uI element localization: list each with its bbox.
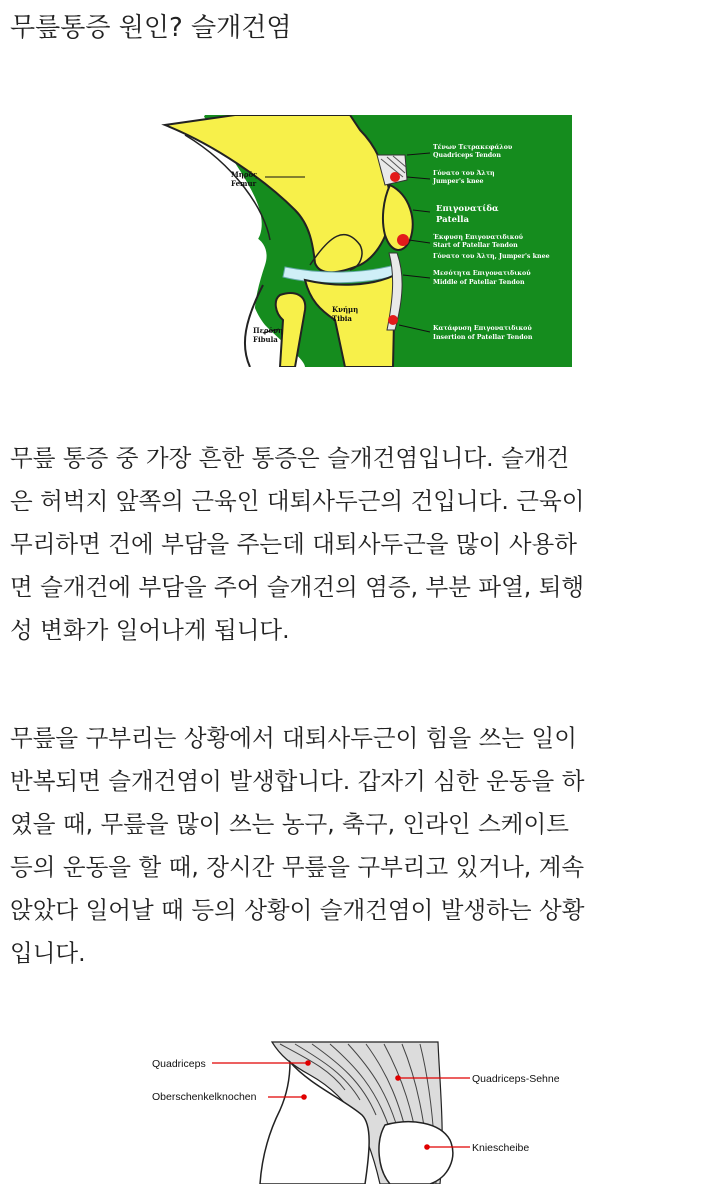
fibula-gr-label: Περόνη	[253, 326, 284, 335]
femur-label: Oberschenkelknochen	[152, 1091, 257, 1103]
start-gr-label: Έκφυση Επιγονατιδικού	[433, 234, 524, 241]
jumper-en-label: Jumper's knee	[433, 178, 484, 185]
tibia-en-label: Tibia	[332, 314, 352, 323]
knee-anatomy-diagram	[145, 115, 572, 367]
knee-diagram-german	[140, 1030, 580, 1184]
fibula-en-label: Fibula	[253, 335, 278, 344]
patella-gr-label: Επιγονατίδα	[436, 204, 499, 214]
femur-gr-label: Μηρός	[231, 170, 258, 179]
patella-en-label: Patella	[436, 215, 469, 225]
insertion-gr-label: Κατάφυση Επιγονατιδικού	[433, 325, 532, 332]
quadriceps-tendon-label: Quadriceps-Sehne	[472, 1073, 560, 1085]
middle-gr-label: Μεσότητα Επιγονατιδικού	[433, 270, 531, 277]
insertion-en-label: Insertion of Patellar Tendon	[433, 334, 533, 341]
patella-label: Kniescheibe	[472, 1142, 530, 1154]
middle-en-label: Middle of Patellar Tendon	[433, 279, 525, 286]
paragraph-1: 무릎 통증 중 가장 흔한 통증은 슬개건염입니다. 슬개건 은 허벅지 앞쪽의 근육인 대퇴사두근의 건입니다. 근육이 무리하면 건에 부담을 주는데 대퇴사두근을 많이 사용하 면 슬개건에 부담을 주어 슬개건의 염증, 부분 파열, 퇴행 성 변화가 일어나게 됩니다.	[10, 444, 585, 644]
start-en-label: Start of Patellar Tendon	[433, 242, 518, 249]
jumper-gr-label: Γόνατο του Άλτη	[433, 170, 495, 177]
quad-tendon-en-label: Quadriceps Tendon	[433, 152, 501, 159]
start-jk-label: Γόνατο του Άλτη, Jumper's knee	[433, 253, 550, 260]
quadriceps-label: Quadriceps	[152, 1058, 206, 1070]
tibia-gr-label: Κνήμη	[332, 305, 359, 314]
femur-en-label: Femur	[231, 179, 257, 188]
quad-tendon-gr-label: Τένων Τετρακεφάλου	[433, 144, 513, 151]
paragraph-2: 무릎을 구부리는 상황에서 대퇴사두근이 힘을 쓰는 일이 반복되면 슬개건염이 발생합니다. 갑자기 심한 운동을 하 였을 때, 무릎을 많이 쓰는 농구, 축구, 인라인 스케이트 등의 운동을 할 때, 장시간 무릎을 구부리고 있거나, 계속 앉았다 일어날 때 등의 상황이 슬개건염이 발생하는 상황 입니다.	[10, 724, 585, 967]
page-title: 무릎통증 원인? 슬개건염	[10, 13, 292, 43]
